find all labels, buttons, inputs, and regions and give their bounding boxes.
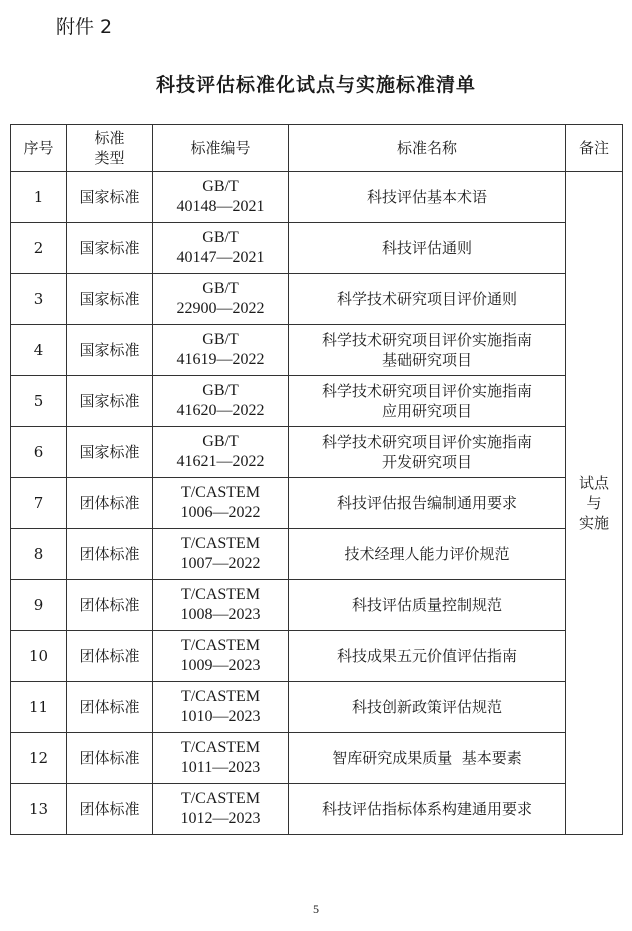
row-standard-code <box>153 784 289 835</box>
header-remark: 备注 <box>566 125 623 172</box>
standard-code-prefix: GB/T <box>202 280 239 297</box>
row-index: 3 <box>11 274 67 325</box>
row-standard-type: 团体标准 <box>67 631 153 682</box>
standard-name-line2: 基础研究项目 <box>381 351 472 369</box>
row-standard-name <box>289 682 566 733</box>
table-row <box>11 784 623 835</box>
standard-code-number: 1008—2023 <box>180 606 261 623</box>
standard-name-line1: 科技评估基本术语 <box>366 188 487 206</box>
row-standard-name <box>289 172 566 223</box>
standard-code-prefix: GB/T <box>202 229 239 246</box>
table-row <box>11 733 623 784</box>
standard-code-prefix: GB/T <box>202 382 239 399</box>
standard-code-number: 1009—2023 <box>180 657 261 674</box>
header-name: 标准名称 <box>289 125 566 172</box>
row-standard-code <box>153 478 289 529</box>
row-index: 8 <box>11 529 67 580</box>
row-standard-code <box>153 529 289 580</box>
row-standard-type: 团体标准 <box>67 733 153 784</box>
standard-name-line1: 科技创新政策评估规范 <box>351 698 502 716</box>
row-standard-type: 国家标准 <box>67 223 153 274</box>
row-standard-name <box>289 529 566 580</box>
table-body <box>11 172 623 835</box>
row-standard-type: 国家标准 <box>67 274 153 325</box>
standard-name-line1: 科技评估报告编制通用要求 <box>336 494 517 512</box>
table-row <box>11 325 623 376</box>
standard-name-line1: 科技评估质量控制规范 <box>351 596 502 614</box>
standard-code-prefix: GB/T <box>202 178 239 195</box>
remark-line: 与 <box>586 494 602 512</box>
row-standard-type: 团体标准 <box>67 580 153 631</box>
table-row <box>11 223 623 274</box>
row-standard-name <box>289 376 566 427</box>
table-row <box>11 478 623 529</box>
table-row <box>11 376 623 427</box>
standard-code-number: 1012—2023 <box>180 810 261 827</box>
row-standard-name <box>289 631 566 682</box>
row-standard-code <box>153 631 289 682</box>
row-standard-type: 国家标准 <box>67 376 153 427</box>
row-index: 9 <box>11 580 67 631</box>
row-standard-type: 国家标准 <box>67 325 153 376</box>
row-standard-name <box>289 733 566 784</box>
standard-name-line2: 应用研究项目 <box>381 402 472 420</box>
row-standard-code <box>153 682 289 733</box>
row-standard-name <box>289 325 566 376</box>
row-standard-type: 团体标准 <box>67 478 153 529</box>
row-standard-code <box>153 733 289 784</box>
row-index: 6 <box>11 427 67 478</box>
document-title: 科技评估标准化试点与实施标准清单 <box>155 74 476 96</box>
row-index: 5 <box>11 376 67 427</box>
standard-code-prefix: T/CASTEM <box>180 535 261 552</box>
row-standard-name <box>289 274 566 325</box>
row-standard-type: 团体标准 <box>67 529 153 580</box>
attachment-label: 附件 2 <box>56 16 113 38</box>
remark-line: 试点 <box>578 474 609 492</box>
standard-code-prefix: T/CASTEM <box>180 586 261 603</box>
table-row <box>11 631 623 682</box>
row-index: 13 <box>11 784 67 835</box>
row-standard-name <box>289 223 566 274</box>
standard-name-line1: 科技评估通则 <box>381 239 472 257</box>
row-standard-type: 团体标准 <box>67 784 153 835</box>
standard-code-number: 1007—2022 <box>180 555 261 572</box>
row-index: 11 <box>11 682 67 733</box>
table-row <box>11 682 623 733</box>
header-type-line2: 类型 <box>94 149 125 167</box>
row-standard-name <box>289 784 566 835</box>
standard-code-prefix: T/CASTEM <box>180 688 261 705</box>
row-standard-code <box>153 274 289 325</box>
remark-line: 实施 <box>578 514 609 532</box>
standard-code-number: 41621—2022 <box>176 453 265 470</box>
row-index: 12 <box>11 733 67 784</box>
header-index: 序号 <box>11 125 67 172</box>
row-standard-code <box>153 580 289 631</box>
standard-name-line1: 科技评估指标体系构建通用要求 <box>321 800 532 818</box>
row-standard-name <box>289 478 566 529</box>
header-code: 标准编号 <box>153 125 289 172</box>
row-standard-type: 团体标准 <box>67 682 153 733</box>
standard-code-number: 41619—2022 <box>176 351 265 368</box>
table-header-row <box>11 125 623 172</box>
standard-code-number: 41620—2022 <box>176 402 265 419</box>
row-standard-name <box>289 427 566 478</box>
standard-name-line1: 技术经理人能力评价规范 <box>344 545 510 563</box>
header-type-line1: 标准 <box>94 129 125 147</box>
row-standard-code <box>153 427 289 478</box>
standard-code-prefix: T/CASTEM <box>180 484 261 501</box>
row-index: 2 <box>11 223 67 274</box>
standard-code-prefix: GB/T <box>202 331 239 348</box>
page-number: 5 <box>313 902 319 916</box>
row-standard-code <box>153 172 289 223</box>
table-row <box>11 529 623 580</box>
header-type <box>67 125 153 172</box>
row-standard-code <box>153 376 289 427</box>
row-standard-type: 国家标准 <box>67 172 153 223</box>
standard-code-number: 40147—2021 <box>176 249 265 266</box>
row-index: 7 <box>11 478 67 529</box>
standard-code-prefix: T/CASTEM <box>180 637 261 654</box>
standard-code-number: 1006—2022 <box>180 504 261 521</box>
row-standard-code <box>153 223 289 274</box>
table-row <box>11 172 623 223</box>
standard-name-line1: 科学技术研究项目评价实施指南 <box>321 331 532 349</box>
standards-table <box>10 124 623 835</box>
row-index: 10 <box>11 631 67 682</box>
row-standard-name <box>289 580 566 631</box>
row-standard-code <box>153 325 289 376</box>
remark-cell <box>566 172 623 835</box>
standard-code-prefix: T/CASTEM <box>180 790 261 807</box>
standard-name-line1: 智库研究成果质量 基本要素 <box>332 749 522 767</box>
row-index: 4 <box>11 325 67 376</box>
standard-code-number: 1011—2023 <box>180 759 261 776</box>
table-row <box>11 274 623 325</box>
table-row <box>11 580 623 631</box>
row-standard-type: 国家标准 <box>67 427 153 478</box>
standard-code-number: 40148—2021 <box>176 198 265 215</box>
standard-code-number: 22900—2022 <box>176 300 265 317</box>
table-row <box>11 427 623 478</box>
standard-name-line1: 科学技术研究项目评价实施指南 <box>321 382 532 400</box>
standard-name-line1: 科学技术研究项目评价通则 <box>336 290 517 308</box>
standard-code-prefix: GB/T <box>202 433 239 450</box>
standard-name-line1: 科学技术研究项目评价实施指南 <box>321 433 532 451</box>
row-index: 1 <box>11 172 67 223</box>
standard-name-line1: 科技成果五元价值评估指南 <box>336 647 517 665</box>
standard-code-prefix: T/CASTEM <box>180 739 261 756</box>
standard-name-line2: 开发研究项目 <box>381 453 472 471</box>
standard-code-number: 1010—2023 <box>180 708 261 725</box>
